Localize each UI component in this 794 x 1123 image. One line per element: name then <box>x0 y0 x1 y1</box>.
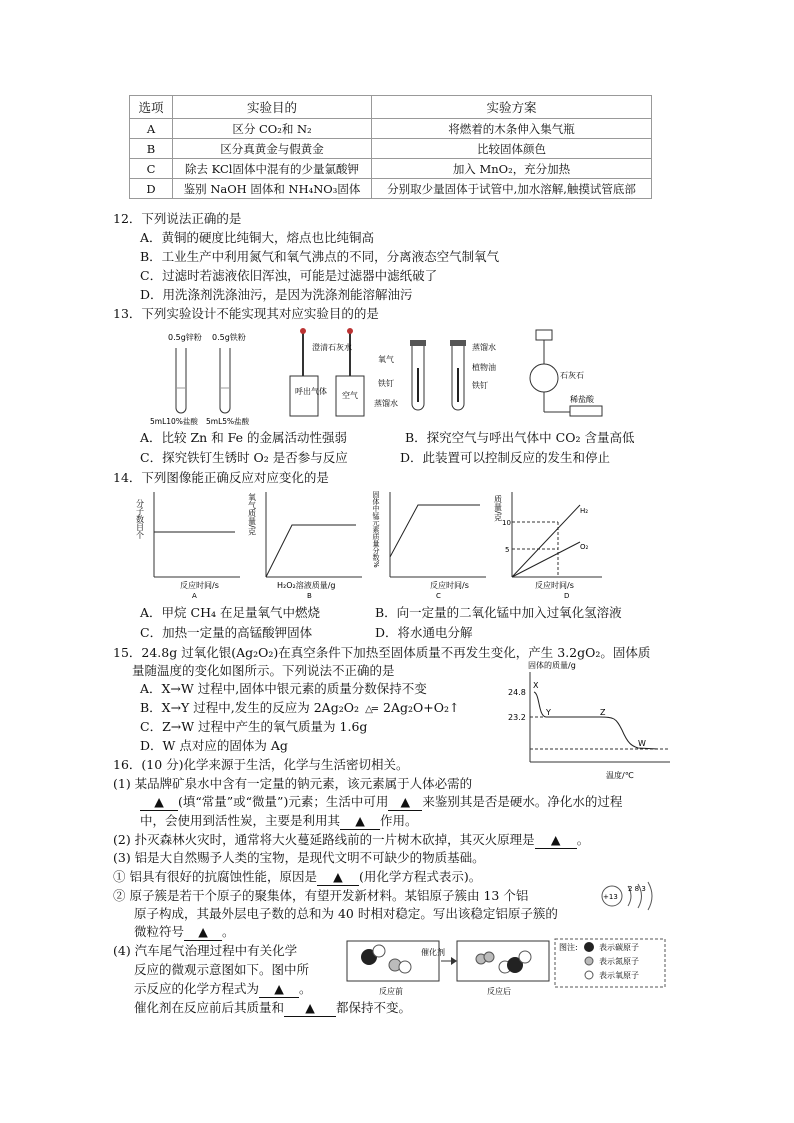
q14-option-a: A．甲烷 CH₄ 在足量氧气中燃烧 <box>140 605 320 620</box>
q15-graph <box>508 658 678 782</box>
label-exhaled: 呼出气体 <box>295 387 327 396</box>
label-zinc: 0.5g锌粉 <box>168 333 202 342</box>
graph-b-ylabel: 氧气质量/克 <box>247 493 257 536</box>
answer-blank[interactable]: ▲ <box>340 812 380 830</box>
graph-a-letter: A <box>192 592 197 600</box>
q16-p1c-post: 作用。 <box>380 813 418 828</box>
tick-24-8: 24.8 <box>508 688 526 697</box>
label-hcl: 稀盐酸 <box>570 395 594 404</box>
label-h2: H₂ <box>580 507 589 515</box>
q16-p2 <box>113 831 589 849</box>
q15-stem-1: 15．24.8g 过氧化银(Ag₂O₂)在真空条件下加热至固体质量不再发生变化，产生 3.2gO₂。固体质 <box>113 645 651 660</box>
label-limewater: 澄清石灰水 <box>312 343 352 352</box>
period: 。 <box>576 832 590 847</box>
graph-d-ylabel: 质量/克 <box>493 495 503 522</box>
table-cell: 区分 CO₂和 N₂ <box>173 119 372 139</box>
graph-d <box>494 492 603 600</box>
table-cell: 除去 KCl固体中混有的少量氯酸钾 <box>173 159 372 179</box>
q16-p3b3 <box>134 923 235 941</box>
graph-a-ylabel: 分子数目个 <box>135 499 145 539</box>
oxygen-atom-icon <box>373 945 385 957</box>
label-acid-10: 5mL10%盐酸 <box>150 417 198 426</box>
stopper <box>450 340 466 346</box>
graph-b <box>248 492 363 600</box>
q16-p3a-pre: ① 铝具有很好的抗腐蚀性能，原因是 <box>113 869 317 884</box>
q16-p1b <box>140 793 622 811</box>
nitrogen-atom-icon <box>585 957 593 965</box>
table-cell: 分别取少量固体于试管中,加水溶解,触摸试管底部 <box>372 179 652 199</box>
tick-10: 10 <box>502 519 511 527</box>
q16-p1a: (1) 某品牌矿泉水中含有一定量的钠元素，该元素属于人体必需的 <box>113 776 473 791</box>
legend-title: 图注: <box>559 943 578 952</box>
q16-p4c <box>134 980 312 998</box>
tick-5: 5 <box>505 546 510 554</box>
answer-blank[interactable]: ▲ <box>184 923 222 941</box>
label-iron: 0.5g铁粉 <box>212 333 246 342</box>
graph-a-xlabel: 反应时间/s <box>180 581 219 590</box>
nucleus-charge: +13 <box>603 893 618 901</box>
graph-c-ylabel: 固体中锰元素质量分数% <box>372 491 380 568</box>
label-water-left: 蒸馏水 <box>374 399 398 408</box>
q15-xlabel: 温度/℃ <box>606 771 634 780</box>
table-cell: B <box>130 139 173 159</box>
dropper-bulb <box>347 328 353 334</box>
q13-option-d: D．此装置可以控制反应的发生和停止 <box>400 450 611 465</box>
q13-option-a: A．比较 Zn 和 Fe 的金属活动性强弱 <box>140 430 348 445</box>
heat-equals-sign: △═ <box>362 704 380 715</box>
label-water-right: 蒸馏水 <box>472 343 496 352</box>
legend-nitrogen: 表示氮原子 <box>599 957 639 966</box>
q16-p1c <box>140 812 418 830</box>
q13-option-c: C．探究铁钉生锈时 O₂ 是否参与反应 <box>140 450 348 465</box>
q15-stem-2: 量随温度的变化如图所示。下列说法不正确的是 <box>132 663 395 678</box>
oxygen-atom-icon <box>399 961 411 973</box>
table-cell: D <box>130 179 173 199</box>
graph-b-line <box>266 525 356 577</box>
table-cell: 鉴别 NaOH 固体和 NH₄NO₃固体 <box>173 179 372 199</box>
shell-electrons: 2 8 3 <box>628 885 646 893</box>
aluminum-atom-diagram <box>600 880 670 914</box>
q15-option-b-product: 2Ag₂O+O₂↑ <box>383 700 460 715</box>
test-tube-a <box>176 348 186 413</box>
answer-blank[interactable]: ▲ <box>388 793 422 811</box>
table-header: 选项 <box>130 96 173 119</box>
q15-option-b-text: B．X→Y 过程中,发生的反应为 2Ag₂O₂ <box>140 700 359 715</box>
q16-p3b2: 原子构成，其最外层电子数的总和为 40 时相对稳定。写出该稳定铝原子簇的 <box>134 906 558 921</box>
q16-p3b1: ② 原子簇是若干个原子的聚集体，有望开发新材料。某铝原子簇由 13 个铝 <box>113 888 529 903</box>
syringe <box>570 406 602 416</box>
q16-p4d-post: 都保持不变。 <box>336 1000 412 1015</box>
graph-c-xlabel: 反应时间/s <box>430 581 469 590</box>
graph-d-xlabel: 反应时间/s <box>535 581 574 590</box>
oxygen-atom-icon <box>585 971 593 979</box>
table-header: 实验方案 <box>372 96 652 119</box>
dropper-bulb <box>300 328 306 334</box>
q15-option-d: D．W 点对应的固体为 Ag <box>140 738 288 753</box>
label-o2: O₂ <box>580 543 589 551</box>
label-oxygen: 氧气 <box>378 355 394 364</box>
table-cell: 比较固体颜色 <box>372 139 652 159</box>
table-header-row <box>130 96 652 119</box>
q14-graphs <box>135 487 610 600</box>
label-oil: 植物油 <box>472 363 496 372</box>
q16-p4a: (4) 汽车尾气治理过程中有关化学 <box>113 943 298 958</box>
table-cell: C <box>130 159 173 179</box>
arrow-head-icon <box>451 957 457 965</box>
table-cell: A <box>130 119 173 139</box>
q16-p4b: 反应的微观示意图如下。图中所 <box>134 962 310 977</box>
legend-oxygen: 表示氧原子 <box>599 971 639 980</box>
q16-p3a-post: (用化学方程式表示)。 <box>358 869 482 884</box>
tick-23-2: 23.2 <box>508 713 526 722</box>
q14-option-c: C．加热一定量的高锰酸钾固体 <box>140 625 313 640</box>
table-header: 实验目的 <box>173 96 372 119</box>
q15-option-c: C．Z→W 过程中产生的氧气质量为 1.6g <box>140 719 368 734</box>
table-row <box>130 159 652 179</box>
q14-option-d: D．将水通电分解 <box>375 625 473 640</box>
options-table <box>129 95 652 199</box>
table-row <box>130 139 652 159</box>
label-acid-5: 5mL5%盐酸 <box>206 417 250 426</box>
table-cell: 加入 MnO₂，充分加热 <box>372 159 652 179</box>
table-cell: 将燃着的木条伸入集气瓶 <box>372 119 652 139</box>
bulb-flask <box>530 364 558 392</box>
answer-blank[interactable]: ▲ <box>535 831 577 849</box>
answer-blank[interactable]: ▲ <box>284 999 336 1017</box>
q12-option-d: D．用洗涤剂洗涤油污，是因为洗涤剂能溶解油污 <box>140 287 413 302</box>
answer-blank[interactable]: ▲ <box>317 868 359 886</box>
q16-p4d <box>134 999 411 1017</box>
label-nail-right: 铁钉 <box>472 381 488 390</box>
legend-carbon: 表示碳原子 <box>599 943 639 952</box>
reaction-micro-diagram <box>345 937 685 999</box>
q15-option-b <box>140 699 459 718</box>
stopper <box>410 340 426 346</box>
q14-option-b: B．向一定量的二氧化锰中加入过氧化氢溶液 <box>375 605 622 620</box>
table-cell: 区分真黄金与假黄金 <box>173 139 372 159</box>
graph-c-letter: C <box>436 592 441 600</box>
label-after: 反应后 <box>487 987 511 996</box>
q16-p4d-pre: 催化剂在反应前后其质量和 <box>134 1000 285 1015</box>
q16-p4c-text: 示反应的化学方程式为 <box>134 981 260 996</box>
graph-d-letter: D <box>564 592 570 600</box>
q16-stem: 16．(10 分)化学来源于生活，化学与生活密切相关。 <box>113 757 409 772</box>
answer-blank[interactable]: ▲ <box>140 793 178 811</box>
nitrogen-atom-icon <box>484 952 494 962</box>
q14-stem: 14．下列图像能正确反应对应变化的是 <box>113 470 329 485</box>
q15-ylabel: 固体的质量/g <box>528 661 576 670</box>
point-y: Y <box>546 708 551 717</box>
label-before: 反应前 <box>379 987 403 996</box>
point-x: X <box>533 681 539 690</box>
graph-b-letter: B <box>307 592 312 600</box>
q12-option-a: A．黄铜的硬度比纯铜大，熔点也比纯铜高 <box>140 230 375 245</box>
q16-p1b-pre: (填“常量”或“微量”)元素；生活中可用 <box>178 794 389 809</box>
point-z: Z <box>600 708 606 717</box>
point-w: W <box>638 739 646 748</box>
graph-a <box>136 492 241 600</box>
label-nail-left: 铁钉 <box>378 379 394 388</box>
q16-p1b-post: 来鉴别其是否是硬水。净化水的过程 <box>422 794 623 809</box>
tube-connector <box>536 330 552 340</box>
oxygen-atom-icon <box>519 951 531 963</box>
label-limestone: 石灰石 <box>560 371 584 380</box>
q16-p3a <box>113 868 481 886</box>
series-o2 <box>512 542 580 577</box>
shell-arc <box>648 882 652 910</box>
test-tube-b <box>220 348 230 413</box>
q16-p1c-pre: 中，会使用到活性炭，主要是利用其 <box>140 813 341 828</box>
period: 。 <box>299 981 312 996</box>
graph-c <box>372 490 486 600</box>
q13-stem: 13．下列实验设计不能实现其对应实验目的的是 <box>113 306 379 321</box>
q15-option-a: A．X→W 过程中,固体中银元素的质量分数保持不变 <box>140 681 427 696</box>
q13-apparatus-figure <box>150 328 610 428</box>
q16-p2-text: (2) 扑灭森林火灾时，通常将大火蔓延路线前的一片树木砍掉，其灭火原理是 <box>113 832 535 847</box>
graph-b-xlabel: H₂O₂溶液质量/g <box>277 581 336 590</box>
bottle-exhaled <box>290 376 318 416</box>
q16-p3b3-text: 微粒符号 <box>134 924 185 939</box>
table-row <box>130 179 652 199</box>
q16-p3: (3) 铝是大自然赐予人类的宝物，是现代文明不可缺少的物质基础。 <box>113 850 485 865</box>
q12-stem: 12．下列说法正确的是 <box>113 211 242 226</box>
table-row <box>130 119 652 139</box>
series-h2 <box>512 505 580 577</box>
graph-c-line <box>390 505 480 557</box>
q13-option-b: B．探究空气与呼出气体中 CO₂ 含量高低 <box>405 430 635 445</box>
label-catalyst: 催化剂 <box>421 948 445 957</box>
q12-option-c: C．过滤时若滤液依旧浑浊，可能是过滤器中滤纸破了 <box>140 268 438 283</box>
label-air: 空气 <box>342 391 358 400</box>
answer-blank[interactable]: ▲ <box>259 980 299 998</box>
carbon-atom-icon <box>584 942 594 952</box>
period: 。 <box>222 924 235 939</box>
q12-option-b: B．工业生产中利用氮气和氧气沸点的不同，分离液态空气制氧气 <box>140 249 500 264</box>
